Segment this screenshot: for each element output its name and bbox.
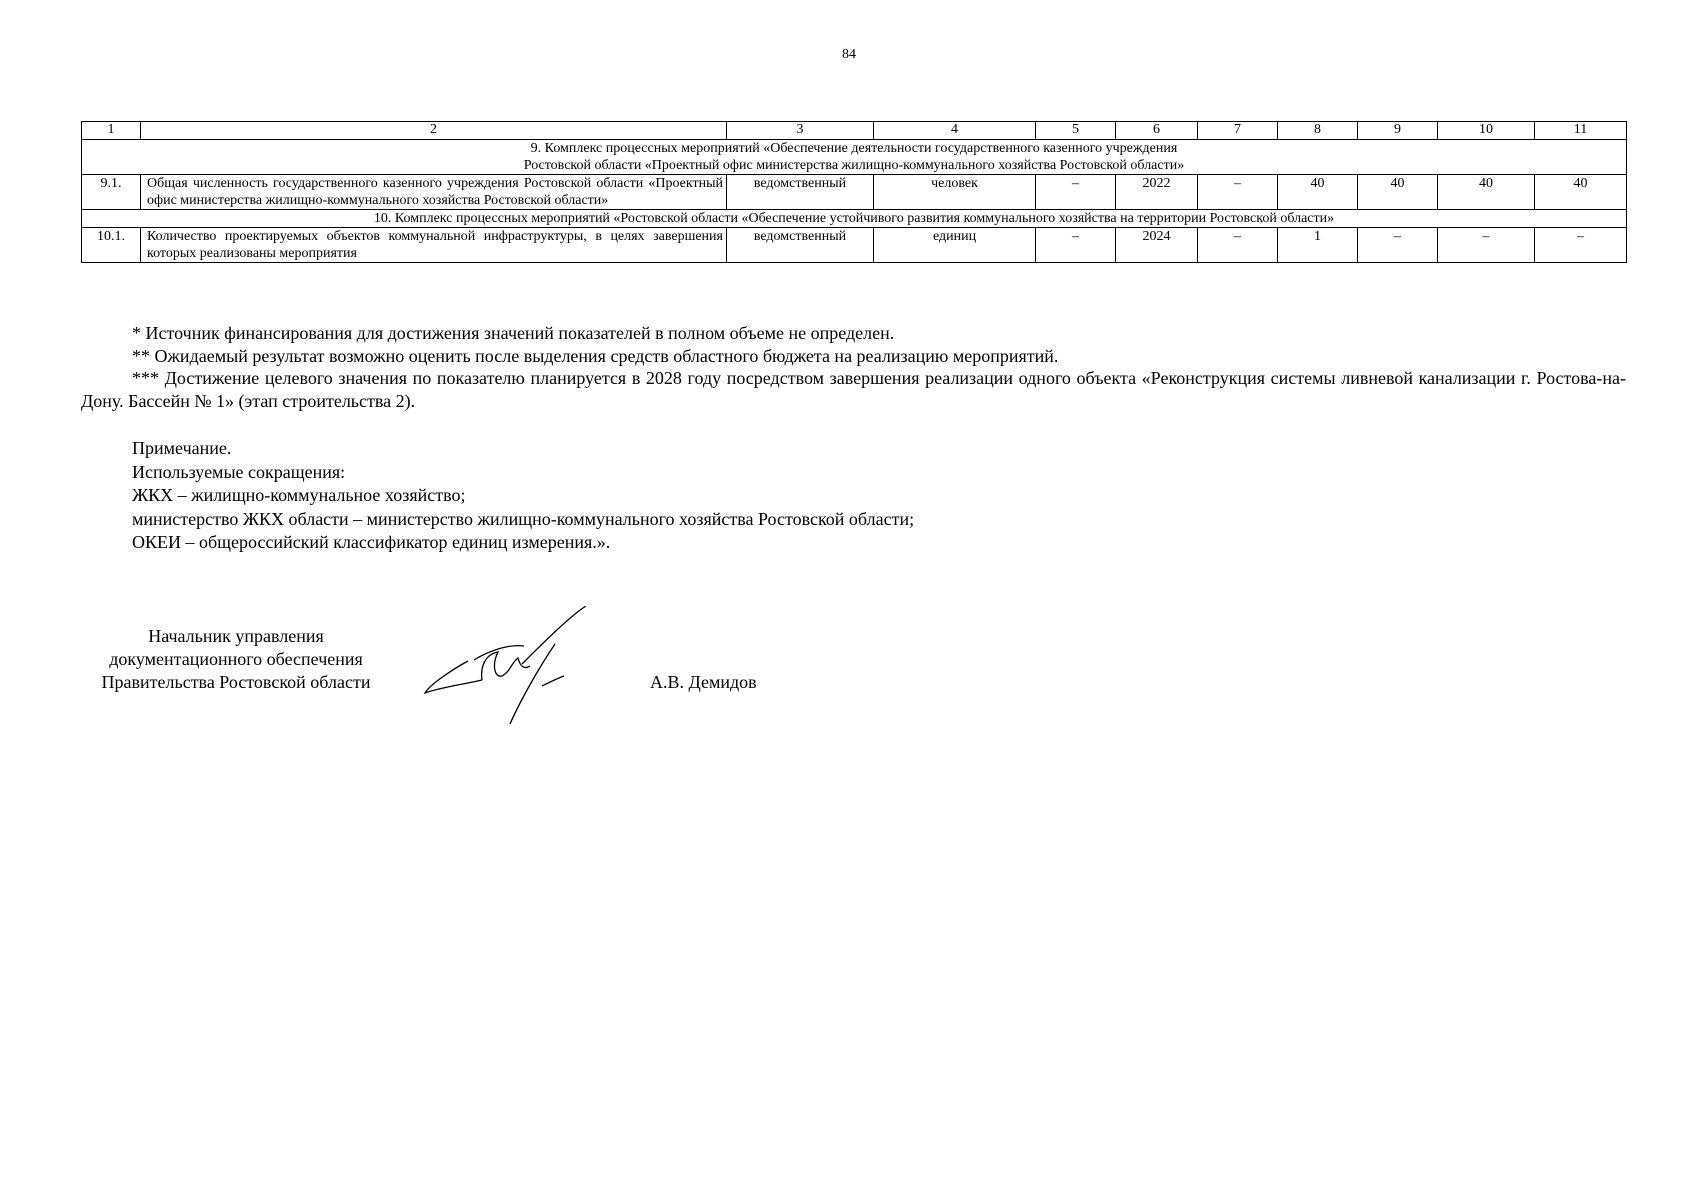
notes-block [132,437,1532,555]
cell-col-7: – [1198,175,1278,210]
indicator-name: Общая численность государственного казенного учреждения Ростовской области «Проектный офис министерства жилищно-коммунального хозяйства Ростовской области» [141,175,727,210]
cell-col-5: – [1036,175,1116,210]
signatory-title-line: документационного обеспечения [109,649,363,669]
indicators-table [81,121,1627,263]
column-number: 8 [1278,122,1358,140]
handwritten-signature [420,606,620,726]
signatory-title-line: Правительства Ростовской области [101,672,371,692]
cell-col-11: 40 [1535,175,1627,210]
note-line: министерство ЖКХ области – министерство жилищно-коммунального хозяйства Ростовской области; [132,508,915,529]
footnote: ** Ожидаемый результат возможно оценить после выделения средств областного бюджета на реализацию мероприятий. [132,345,1059,366]
table-row [82,228,1627,263]
row-number: 10.1. [82,228,141,263]
cell-col-8: 1 [1278,228,1358,263]
note-line: Используемые сокращения: [132,461,346,482]
section-title-line: 9. Комплекс процессных мероприятий «Обеспечение деятельности государственного казенного учреждения [530,141,1178,156]
column-number: 11 [1535,122,1627,140]
indicator-type: ведомственный [727,228,874,263]
indicator-type: ведомственный [727,175,874,210]
section-title-line: Ростовской области «Проектный офис министерства жилищно-коммунального хозяйства Ростовской области» [523,158,1185,173]
footnote: *** Достижение целевого значения по показателю планируется в 2028 году посредством завершения реализации одного объекта «Реконструкция системы ливневой канализации г. Ростова-на-Дону. Бассейн № 1» (этап строительства 2). [81,368,1626,411]
row-number: 9.1. [82,175,141,210]
cell-col-6: 2022 [1116,175,1198,210]
cell-col-10: – [1438,228,1535,263]
unit-of-measure: единиц [874,228,1036,263]
column-number: 6 [1116,122,1198,140]
column-number: 9 [1358,122,1438,140]
signatory-name: А.В. Демидов [650,672,757,692]
footnote: * Источник финансирования для достижения значений показателей в полном объеме не определен. [132,323,895,343]
column-number: 10 [1438,122,1535,140]
cell-col-6: 2024 [1116,228,1198,263]
table-row [82,175,1627,210]
column-number: 4 [874,122,1036,140]
cell-col-5: – [1036,228,1116,263]
section-title-9 [82,140,1627,175]
indicator-name: Количество проектируемых объектов коммунальной инфраструктуры, в целях завершения которых реализованы мероприятия [141,228,727,263]
signatory-title-line: Начальник управления [148,626,324,646]
column-number: 3 [727,122,874,140]
cell-col-10: 40 [1438,175,1535,210]
column-number: 7 [1198,122,1278,140]
section-title-line: 10. Комплекс процессных мероприятий «Ростовской области «Обеспечение устойчивого развития коммунального хозяйства на территории Ростовской области» [373,211,1335,226]
footnotes [81,322,1626,412]
page-number: 84 [842,47,856,62]
column-number-row [82,122,1627,140]
column-number: 2 [141,122,727,140]
cell-col-9: 40 [1358,175,1438,210]
note-heading: Примечание. [132,438,232,458]
column-number: 1 [82,122,141,140]
cell-col-8: 40 [1278,175,1358,210]
column-number: 5 [1036,122,1116,140]
note-line: ОКЕИ – общероссийский классификатор единиц измерения.». [132,532,611,552]
note-line: ЖКХ – жилищно-коммунальное хозяйство; [132,485,466,505]
section-header-row [82,210,1627,228]
cell-col-11: – [1535,228,1627,263]
unit-of-measure: человек [874,175,1036,210]
section-title-10 [82,210,1627,228]
signatory-title [81,625,391,694]
cell-col-9: – [1358,228,1438,263]
section-header-row [82,140,1627,175]
cell-col-7: – [1198,228,1278,263]
